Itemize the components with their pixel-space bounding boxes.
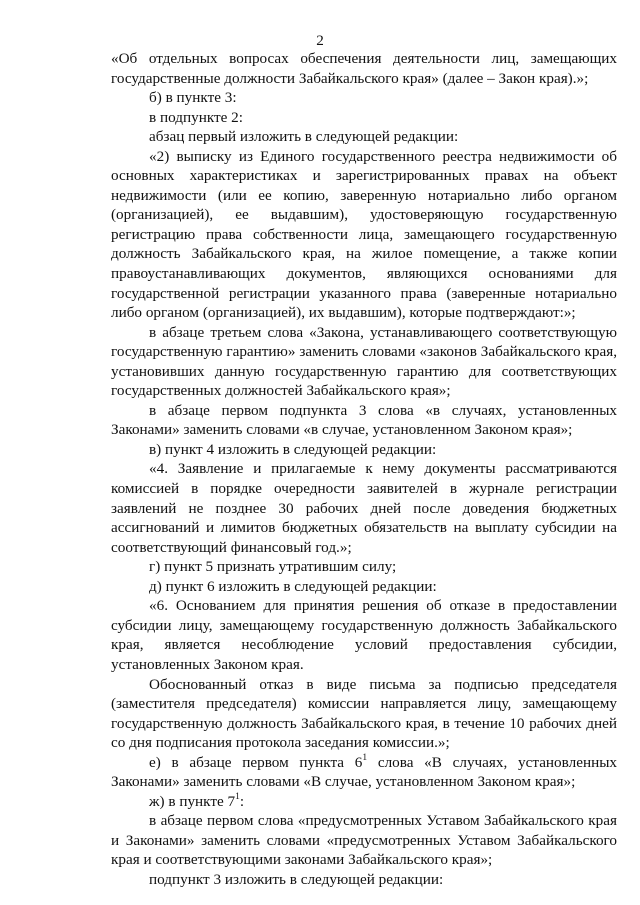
paragraph: в абзаце первом слова «предусмотренных Уставом Забайкальского края и Законами» заменить словами «предусмотренных Уставом Забайкальского края и соответствующими законами Забайкальского края»;	[111, 812, 617, 869]
paragraph: г) пункт 5 признать утратившим силу;	[149, 558, 397, 576]
superscript: 1	[235, 791, 240, 802]
paragraph: в) пункт 4 изложить в следующей редакции:	[149, 440, 437, 458]
paragraph: д) пункт 6 изложить в следующей редакции:	[149, 577, 437, 595]
paragraph: «2) выписку из Единого государственного реестра недвижимости об основных характеристиках и зарегистрированных правах на объект недвижимости (или ее копию, заверенную нотариально либо органом (организацией), ее выдавшим), удостоверяющую государственную регистрацию права собственности лица, замещающего государственную должность Забайкальского края, на жилое помещение, а также копии правоустанавливающих документов, являющихся основаниями для государственной регистрации указанного права (заверенные нотариально либо органом (организацией), их выдавшим), которые подтверждают:»;	[111, 147, 617, 322]
paragraph-text: слова «В случаях, установленных Законами» заменить словами «В случае, установленном Законом края»;	[111, 753, 617, 791]
document-body	[111, 49, 617, 890]
page-number: 2	[316, 32, 324, 49]
paragraph: Обоснованный отказ в виде письма за подписью председателя (заместителя председателя) комиссии направляется лицу, замещающему государственную должность Забайкальского края, в течение 10 рабочих дней со дня подписания протокола заседания комиссии.»;	[111, 675, 617, 752]
paragraph: в подпункте 2:	[149, 108, 243, 126]
paragraph: в абзаце первом подпункта 3 слова «в случаях, установленных Законами» заменить словами «в случае, установленном Законом края»;	[111, 401, 617, 439]
superscript: 1	[362, 752, 368, 763]
paragraph-text: е) в абзаце первом пункта 6	[149, 753, 363, 771]
paragraph: абзац первый изложить в следующей редакции:	[149, 128, 459, 146]
paragraph: в абзаце третьем слова «Закона, устанавливающего соответствующую государственную гарантию» заменить словами «законов Забайкальского края, установивших данную государственную гарантию для соответствующих государственных должностей Забайкальского края»;	[111, 323, 617, 400]
paragraph	[111, 792, 617, 812]
paragraph: «4. Заявление и прилагаемые к нему документы рассматриваются комиссией в порядке очередности заявителей в журнале регистрации заявлений не позднее 30 рабочих дней после доведения бюджетных ассигнований и лимитов бюджетных обязательств на выплату субсидии на соответствующий финансовый год.»;	[111, 460, 617, 556]
paragraph: подпункт 3 изложить в следующей редакции:	[149, 870, 444, 888]
paragraph-text: :	[239, 792, 245, 810]
paragraph	[111, 753, 617, 792]
paragraph: «6. Основанием для принятия решения об отказе в предоставлении субсидии лицу, замещающему государственную должность Забайкальского края, является несоблюдение условий предоставления субсидии, установленных Законом края.	[111, 597, 617, 673]
paragraph-text: ж) в пункте 7	[149, 792, 236, 810]
paragraph: «Об отдельных вопросах обеспечения деятельности лиц, замещающих государственные должности Забайкальского края» (далее – Закон края).»;	[111, 50, 617, 87]
paragraph: б) в пункте 3:	[149, 89, 237, 107]
